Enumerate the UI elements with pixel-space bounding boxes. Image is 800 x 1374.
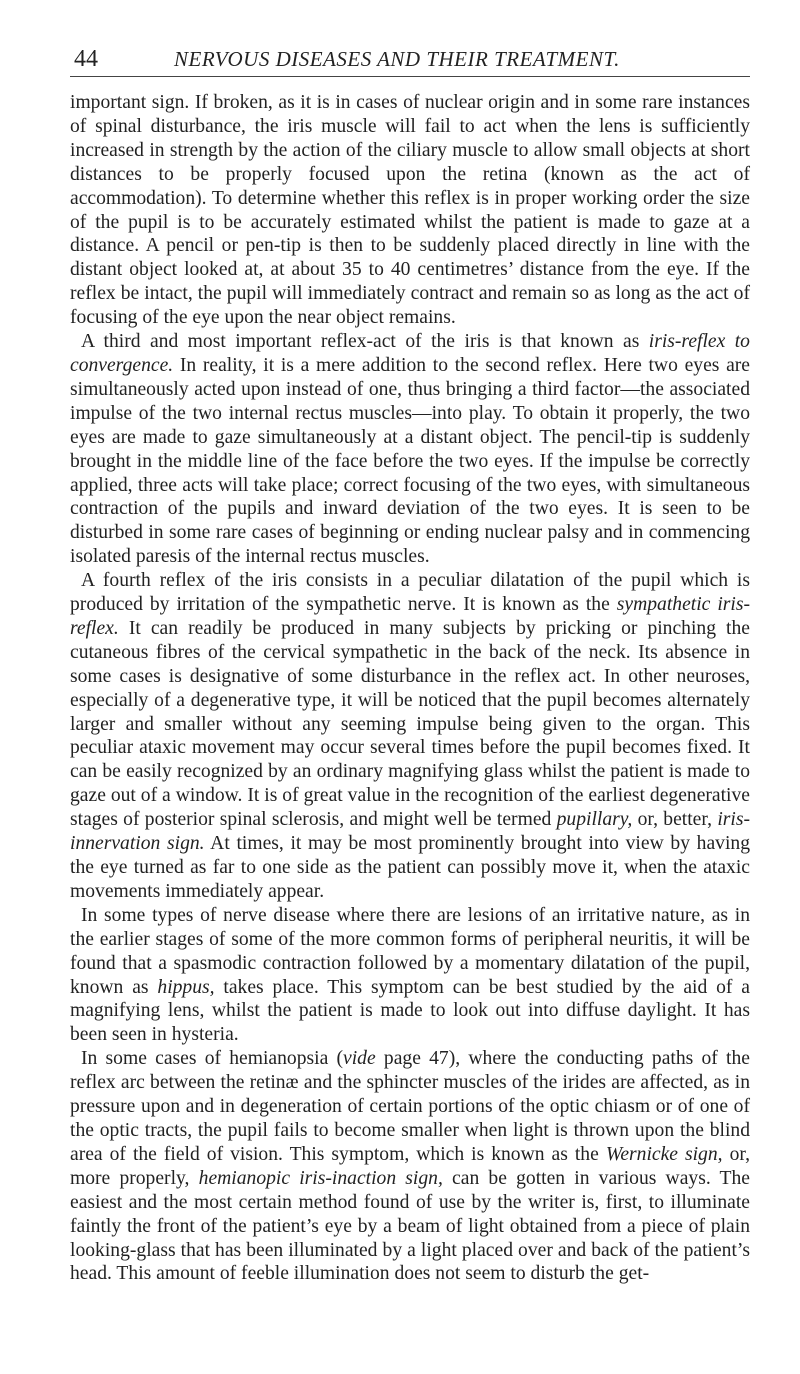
paragraph-p1 (70, 91, 750, 330)
italic-term: iris-innervation sign. (70, 809, 750, 855)
italic-term: hemianopic iris-inaction sign, (198, 1167, 443, 1189)
paragraph-p2 (70, 330, 750, 569)
text-run: A fourth reflex of the iris consists in a peculiar dilatation of the pupil which is produced by irritation of the sympathetic nerve. It is known as the (70, 570, 750, 616)
text-run: important sign. If broken, as it is in cases of nuclear origin and in some rare instances of spinal disturbance, the iris muscle will fail to act when the lens is sufficiently increased in strength by the action of the ciliary muscle to allow small objects at short distances to be properly focused upon the retina (known as the act of accommodation). To determine whether this reflex is in proper working order the size of the pupil is to be accurately estimated whilst the patient is made to gaze at a distance. A pencil or pen-tip is then to be suddenly placed directly in line with the distant object looked at, at about 35 to 40 centimetres’ distance from the eye. If the reflex be intact, the pupil will immediately contract and remain so as long as the act of focusing of the eye upon the near object remains. (70, 92, 750, 329)
italic-term: iris-reflex to convergence. (70, 331, 750, 376)
text-run: At times, it may be most prominently brought into view by having the eye turned as far to one side as the patient can possibly move it, when the ataxic movements immediately appear. (70, 833, 750, 902)
text-run: In reality, it is a mere addition to the second reflex. Here two eyes are simultaneously acted upon instead of one, thus bringing a third factor—the associated impulse of the two internal rectus muscles—into play. To obtain it properly, the two eyes are made to gaze simultaneously at a distant object. The pencil-tip is suddenly brought in the middle line of the face before the two eyes. If the impulse be correctly applied, three acts will take place; correct focusing of the two eyes, with simultaneous contraction of the pupils and inward deviation of the two eyes. It is seen to be disturbed in some rare cases of beginning or ending nuclear palsy and in commencing isolated paresis of the internal rectus muscles. (70, 354, 750, 568)
text-run: A third and most important reflex-act of the iris is that known as (81, 331, 649, 353)
text-run: can be gotten in various ways. The easiest and the most certain method found of use by the writer is, first, to illuminate faintly the front of the patient’s eye by a beam of light obtained from a piece of plain looking-glass that has been illuminated by a light placed over and back of the patient’s head. This amount of feeble illumination does not seem to disturb the get- (70, 1167, 751, 1285)
running-head (70, 42, 750, 77)
text-run: It can readily be produced in many subjects by pricking or pinching the cutaneous fibres of the cervical sympathetic in the back of the neck. Its absence in some cases is designative of some disturbance in the reflex act. In other neuroses, especially of a degenerative type, it will be noticed that the pupil becomes alternately larger and smaller without any seeming impulse being given to the organ. This peculiar ataxic movement may occur several times before the pupil becomes fixed. It can be easily recognized by an ordinary magnifying glass whilst the patient is made to gaze out of a window. It is of great value in the recognition of the earliest degenerative stages of posterior spinal sclerosis, and might well be termed (70, 617, 750, 831)
text-run: takes place. This symptom can be best studied by the aid of a magnifying lens, whilst the patient is made to look out into diffuse daylight. It has been seen in hysteria. (70, 976, 750, 1046)
italic-term: hippus, (157, 976, 215, 998)
text-run: or, more properly, (70, 1143, 751, 1189)
paragraph-p3 (70, 569, 750, 904)
book-page (70, 42, 750, 1286)
italic-term: pupillary, (556, 809, 633, 831)
italic-term: sympathetic iris-reflex. (70, 594, 750, 639)
text-run: In some cases of hemianopsia ( (81, 1048, 344, 1070)
paragraph-p4 (70, 904, 750, 1047)
text-run: In some types of nerve disease where there are lesions of an irritative nature, as in the earlier stages of some of the more common forms of peripheral neuritis, it will be found that a spasmodic contraction followed by a momentary dilatation of the pupil, known as (70, 904, 750, 998)
running-title: NERVOUS DISEASES AND THEIR TREATMENT. (174, 47, 620, 71)
page-number: 44 (74, 46, 98, 72)
paragraph-p5 (70, 1047, 750, 1286)
body-text (70, 91, 750, 1286)
italic-term: Wernicke sign, (605, 1143, 723, 1165)
italic-term: vide (343, 1048, 376, 1070)
text-run: or, better, (632, 809, 718, 831)
text-run: page 47), where the conducting paths of the reflex arc between the retinæ and the sphincter muscles of the irides are affected, as in pressure upon and in degeneration of certain portions of the optic chiasm or of one of the optic tracts, the pupil fails to become smaller when light is thrown upon the blind area of the field of vision. This symptom, which is known as the (70, 1048, 750, 1165)
